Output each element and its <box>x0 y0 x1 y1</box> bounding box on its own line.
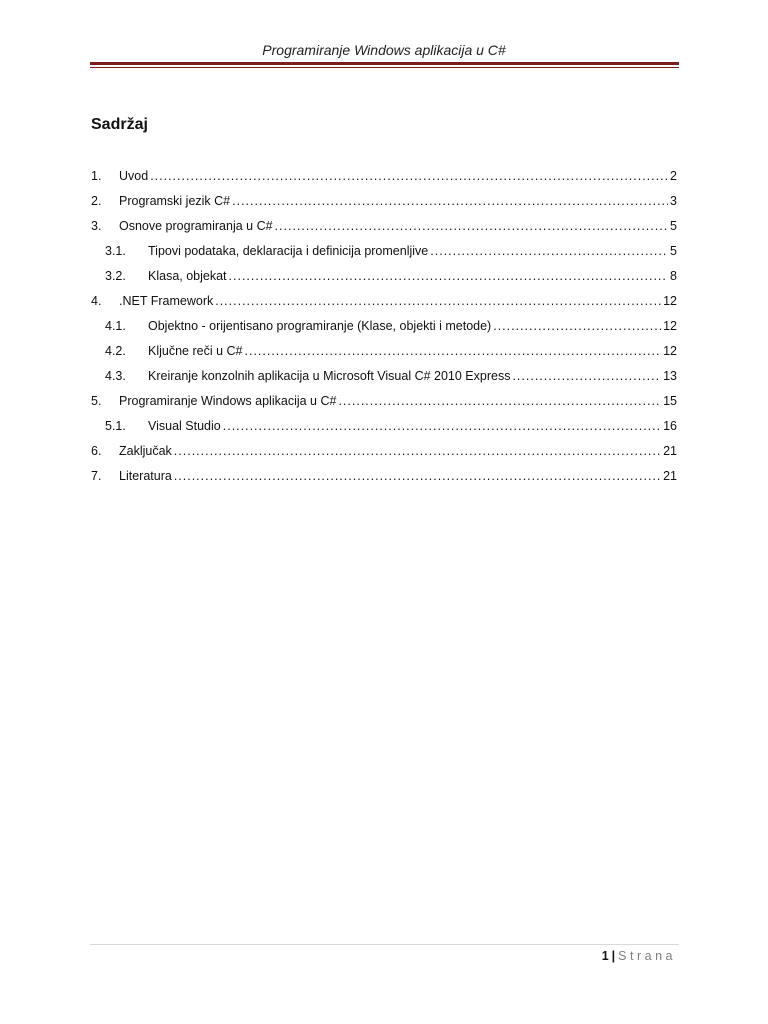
toc-leader-dots <box>275 219 669 233</box>
toc-entry-number: 3.1. <box>105 244 126 258</box>
footer-page-label: Strana <box>618 949 676 963</box>
toc-entry-number: 7. <box>91 469 102 483</box>
toc-entry-number: 2. <box>91 194 102 208</box>
toc-entry-page: 21 <box>663 444 677 458</box>
toc-entry-number: 3.2. <box>105 269 126 283</box>
toc-entry-number: 4. <box>91 294 102 308</box>
toc-entry-title: Objektno - orijentisano programiranje (Klase, objekti i metode) <box>148 319 492 333</box>
toc-entry-number: 6. <box>91 444 102 458</box>
toc-entry-3-1[interactable] <box>91 244 677 269</box>
toc-leader-dots <box>223 419 661 433</box>
toc-leader-dots <box>174 444 661 458</box>
toc-entry-3[interactable] <box>91 219 677 244</box>
toc-entry-4-1[interactable] <box>91 319 677 344</box>
toc-leader-dots <box>338 394 661 408</box>
toc-entry-title: Programiranje Windows aplikacija u C# <box>119 394 337 408</box>
toc-leader-dots <box>229 269 669 283</box>
toc-entry-title: Tipovi podataka, deklaracija i definicija promenljive <box>148 244 429 258</box>
footer-separator: | <box>611 949 616 963</box>
toc-leader-dots <box>174 469 661 483</box>
toc-entry-page: 5 <box>670 244 677 258</box>
toc-leader-dots <box>215 294 661 308</box>
toc-entry-5-1[interactable] <box>91 419 677 444</box>
header-title: Programiranje Windows aplikacija u C# <box>262 42 506 58</box>
toc-entry-page: 12 <box>663 319 677 333</box>
page-footer <box>602 949 676 963</box>
toc-leader-dots <box>245 344 662 358</box>
toc-heading: Sadržaj <box>91 116 148 133</box>
toc-entry-number: 4.3. <box>105 369 126 383</box>
toc-entry-2[interactable] <box>91 194 677 219</box>
footer-page-number: 1 <box>601 949 609 963</box>
toc-entry-page: 8 <box>670 269 677 283</box>
toc-entry-6[interactable] <box>91 444 677 469</box>
toc-entry-4-3[interactable] <box>91 369 677 394</box>
toc-entry-title: Osnove programiranja u C# <box>119 219 273 233</box>
toc-entry-5[interactable] <box>91 394 677 419</box>
toc-leader-dots <box>512 369 661 383</box>
toc-entry-page: 3 <box>670 194 677 208</box>
toc-entry-title: Zaključak <box>119 444 172 458</box>
toc-entry-number: 3. <box>91 219 102 233</box>
toc-entry-page: 16 <box>663 419 677 433</box>
toc-entry-page: 5 <box>670 219 677 233</box>
toc-entry-number: 5. <box>91 394 102 408</box>
toc-entry-title: .NET Framework <box>119 294 214 308</box>
toc-leader-dots <box>493 319 661 333</box>
toc-leader-dots <box>150 169 668 183</box>
toc-entry-4[interactable] <box>91 294 677 319</box>
toc-entry-1[interactable] <box>91 169 677 194</box>
table-of-contents <box>91 169 677 494</box>
footer-rule <box>90 944 679 945</box>
toc-entry-page: 12 <box>663 344 677 358</box>
toc-entry-page: 12 <box>663 294 677 308</box>
toc-entry-title: Literatura <box>119 469 172 483</box>
toc-entry-7[interactable] <box>91 469 677 494</box>
toc-entry-title: Ključne reči u C# <box>148 344 243 358</box>
toc-leader-dots <box>232 194 668 208</box>
toc-entry-number: 5.1. <box>105 419 126 433</box>
toc-entry-number: 4.1. <box>105 319 126 333</box>
header-rule-thin <box>90 67 679 68</box>
toc-entry-title: Programski jezik C# <box>119 194 231 208</box>
toc-entry-page: 2 <box>670 169 677 183</box>
toc-entry-title: Klasa, objekat <box>148 269 227 283</box>
toc-entry-page: 15 <box>663 394 677 408</box>
toc-entry-4-2[interactable] <box>91 344 677 369</box>
toc-entry-title: Kreiranje konzolnih aplikacija u Microsoft Visual C# 2010 Express <box>148 369 511 383</box>
toc-entry-3-2[interactable] <box>91 269 677 294</box>
toc-entry-page: 13 <box>663 369 677 383</box>
header-rule-thick <box>90 62 679 65</box>
toc-entry-number: 4.2. <box>105 344 126 358</box>
toc-entry-number: 1. <box>91 169 102 183</box>
toc-leader-dots <box>430 244 668 258</box>
toc-entry-title: Visual Studio <box>148 419 221 433</box>
toc-entry-page: 21 <box>663 469 677 483</box>
toc-entry-title: Uvod <box>119 169 149 183</box>
